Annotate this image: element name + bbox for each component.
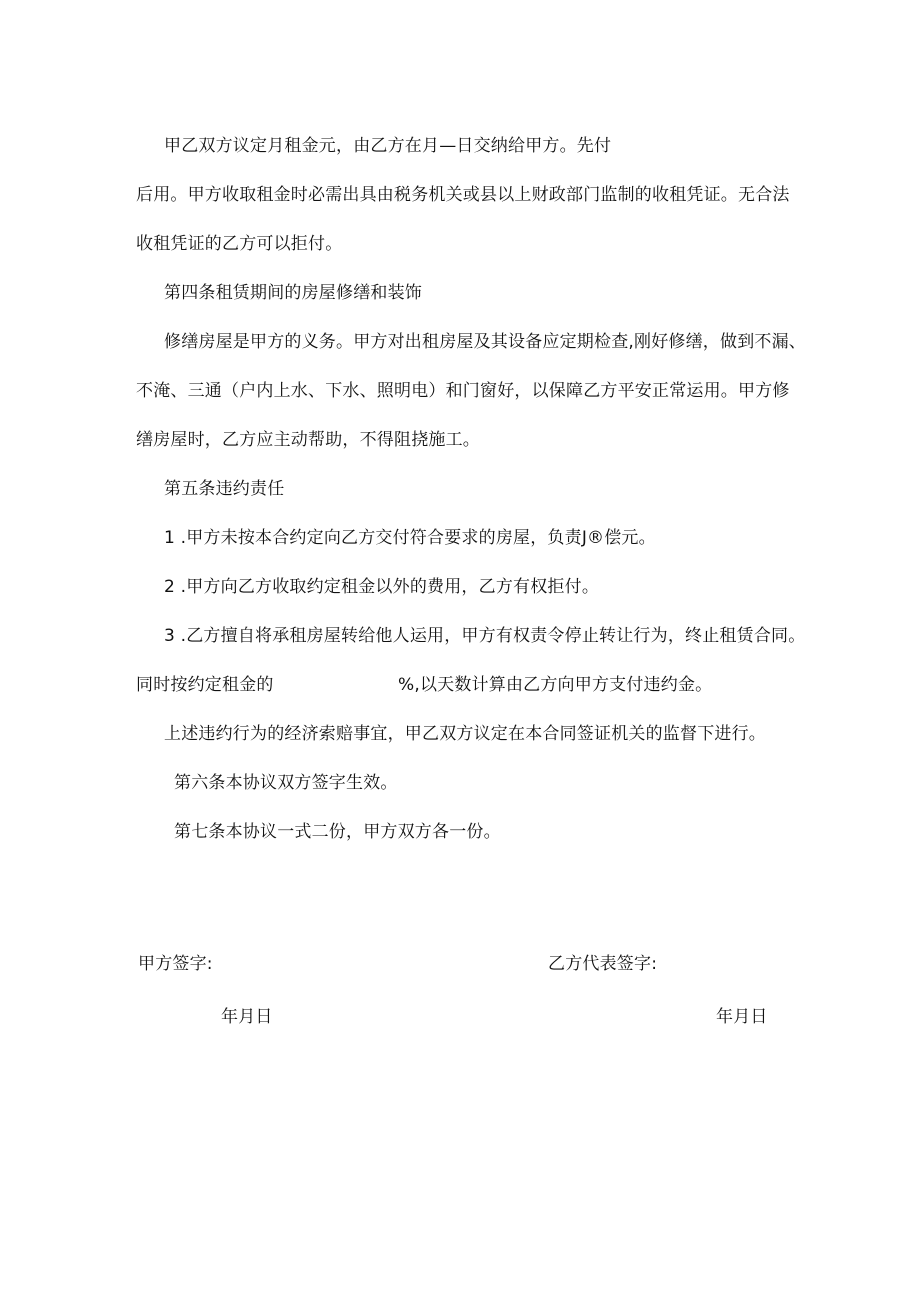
party-b-date: 年月日 — [716, 1007, 768, 1027]
party-a-signature-label: 甲方签字: — [138, 954, 213, 974]
paragraph-repair-line-3: 缮房屋时，乙方应主动帮助，不得阻挠施工。 — [136, 430, 480, 450]
paragraph-repair-line-2: 不淹、三通（户内上水、下水、照明电）和门窗好，以保障乙方平安正常运用。甲方修 — [136, 381, 790, 401]
party-a-date: 年月日 — [221, 1007, 273, 1027]
article-7: 第七条本协议一式二份，甲方双方各一份。 — [174, 822, 501, 842]
paragraph-repair-line-1: 修缮房屋是甲方的义务。甲方对出租房屋及其设备应定期检查,刚好修缮，做到不漏、 — [164, 332, 807, 352]
article-6: 第六条本协议双方签字生效。 — [174, 773, 398, 793]
paragraph-rent-line-1: 甲乙双方议定月租金元，由乙方在月—日交纳给甲方。先付 — [164, 136, 612, 156]
article-4-heading: 第四条租赁期间的房屋修缮和装饰 — [164, 283, 422, 303]
paragraph-claims: 上述违约行为的经济索赔事宜，甲乙双方议定在本合同签证机关的监督下进行。 — [164, 724, 766, 744]
liability-item-3-line-2-left: 同时按约定租金的 — [136, 675, 274, 695]
paragraph-rent-line-2: 后用。甲方收取租金时必需出具由税务机关或县以上财政部门监制的收租凭证。无合法 — [136, 185, 790, 205]
liability-item-3-line-2-right: %,以天数计算由乙方向甲方支付违约金。 — [398, 675, 713, 695]
party-b-signature-label: 乙方代表签字: — [548, 954, 658, 974]
paragraph-rent-line-3: 收租凭证的乙方可以拒付。 — [136, 234, 343, 254]
liability-item-3-line-1: 3 .乙方擅自将承租房屋转给他人运用，甲方有权责令停止转让行为，终止租赁合同。 — [164, 626, 806, 646]
article-5-heading: 第五条违约责任 — [164, 479, 285, 499]
liability-item-1: 1 .甲方未按本合约定向乙方交付符合要求的房屋，负责J®偿元。 — [164, 528, 656, 548]
liability-item-2: 2 .甲方向乙方收取约定租金以外的费用，乙方有权拒付。 — [164, 577, 600, 597]
